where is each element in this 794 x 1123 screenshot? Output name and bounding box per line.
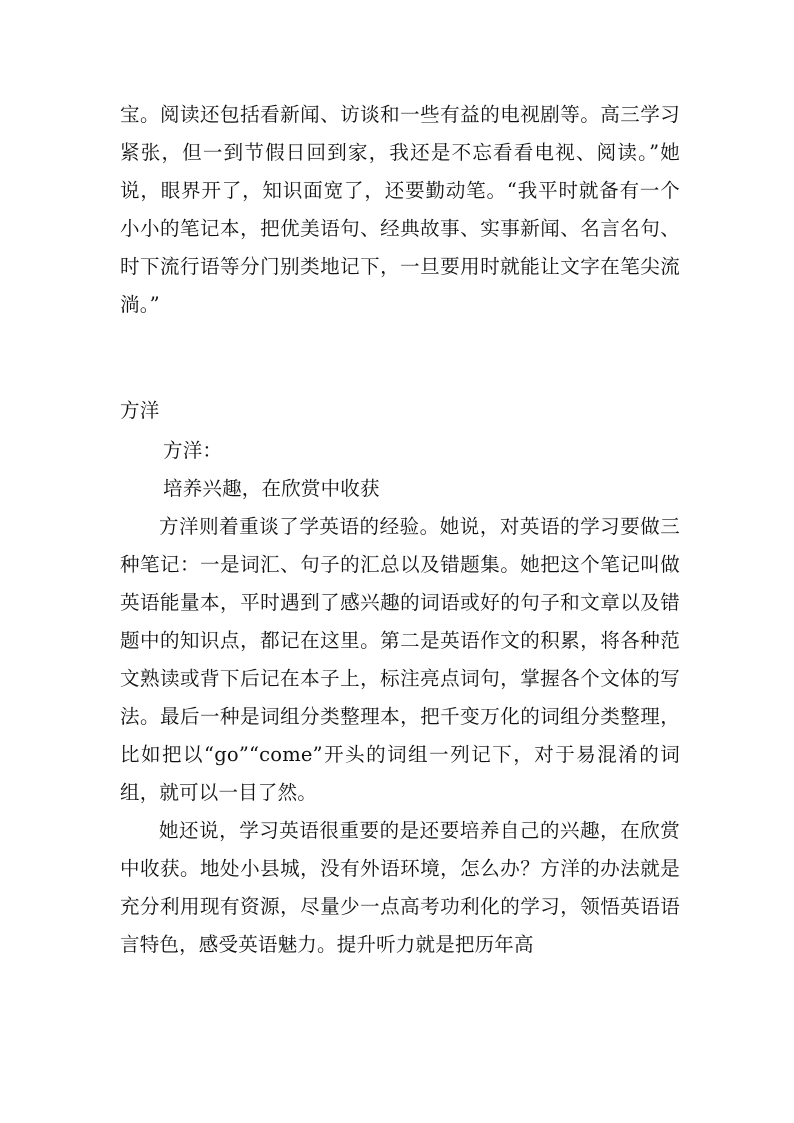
paragraph-text: 宝。阅读还包括看新闻、访谈和一些有益的电视剧等。高三学习紧张，但一到节假日回到家，我还是不忘看看电视、阅读。”她说，眼界开了，知识面宽了，还要勤动笔。“我平时就备有一个小小的笔记本，把优美语句、经典故事、实事新闻、名言名句、时下流行语等分门别类地记下，一旦要用时就能让文字在笔尖流淌。” bbox=[120, 103, 680, 316]
subtitle: 培养兴趣，在欣赏中收获 bbox=[163, 477, 380, 500]
speaker-name: 方洋： bbox=[163, 439, 223, 462]
continued-paragraph bbox=[120, 96, 680, 324]
body-paragraph-2: 她还说，学习英语很重要的是还要培养自己的兴趣，在欣赏中收获。地处小县城，没有外语环境，怎么办？方洋的办法就是充分利用现有资源，尽量少一点高考功利化的学习，领悟英语语言特色，感受英语魅力。提升听力就是把历年高 bbox=[120, 819, 680, 956]
section-heading-text: 方洋 bbox=[120, 399, 160, 422]
section-heading bbox=[120, 392, 680, 430]
section-body bbox=[120, 432, 680, 964]
body-paragraph-1: 方洋则着重谈了学英语的经验。她说，对英语的学习要做三种笔记：一是词汇、句子的汇总以及错题集。她把这个笔记叫做英语能量本，平时遇到了感兴趣的词语或好的句子和文章以及错题中的知识点，都记在这里。第二是英语作文的积累，将各种范文熟读或背下后记在本子上，标注亮点词句，掌握各个文体的写法。最后一种是词组分类整理本，把千变万化的词组分类整理，比如把以“go”“come”开头的词组一列记下，对于易混淆的词组，就可以一目了然。 bbox=[120, 515, 680, 804]
